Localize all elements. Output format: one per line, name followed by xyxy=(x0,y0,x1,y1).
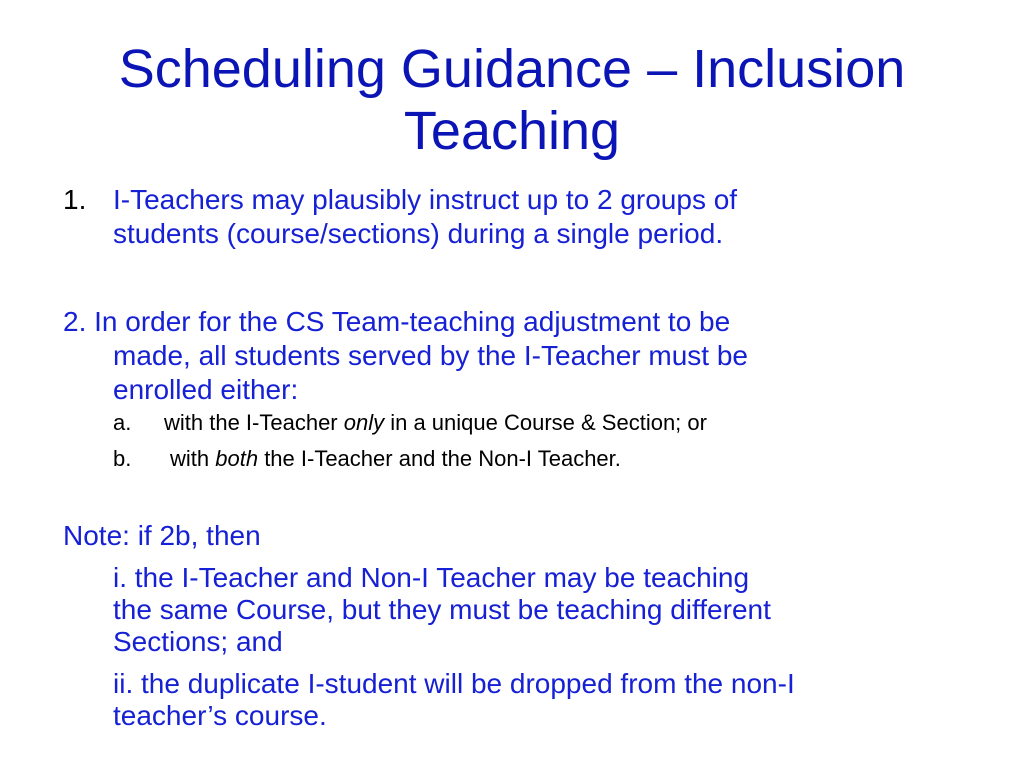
sub-a-marker: a. xyxy=(113,410,132,435)
note-i-line-1: i. the I-Teacher and Non-I Teacher may be teaching xyxy=(113,562,750,593)
note-i-line-3: Sections; and xyxy=(113,626,283,657)
item-1-line-1: I-Teachers may plausibly instruct up to 2 groups of xyxy=(113,184,738,215)
title-line-1: Scheduling Guidance – Inclusion xyxy=(118,39,906,99)
item-2-line-3: enrolled either: xyxy=(113,374,299,405)
note-i-line-2: the same Course, but they must be teaching different xyxy=(113,594,771,625)
note-ii-line-2: teacher’s course. xyxy=(113,700,327,731)
sub-a-emphasis: only xyxy=(343,410,385,435)
item-1-line-2: students (course/sections) during a single period. xyxy=(113,218,724,249)
slide-title xyxy=(40,38,984,162)
sub-b-marker: b. xyxy=(113,446,132,471)
sub-a-post: in a unique Course & Section; or xyxy=(384,410,707,435)
item-2-line-1: 2. In order for the CS Team-teaching adjustment to be xyxy=(63,306,731,337)
sub-b-post: the I-Teacher and the Non-I Teacher. xyxy=(258,446,621,471)
sub-b-pre: with xyxy=(170,446,216,471)
note-heading: Note: if 2b, then xyxy=(63,520,261,551)
sub-b-emphasis: both xyxy=(215,446,259,471)
sub-a-text xyxy=(164,410,707,436)
item-1-number: 1. xyxy=(63,184,87,215)
sub-b-text xyxy=(170,446,621,472)
title-line-2: Teaching xyxy=(403,101,621,161)
sub-a-pre: with the I-Teacher xyxy=(164,410,344,435)
item-2-line-2: made, all students served by the I-Teacher must be xyxy=(113,340,748,371)
note-ii-line-1: ii. the duplicate I-student will be dropped from the non-I xyxy=(113,668,795,699)
